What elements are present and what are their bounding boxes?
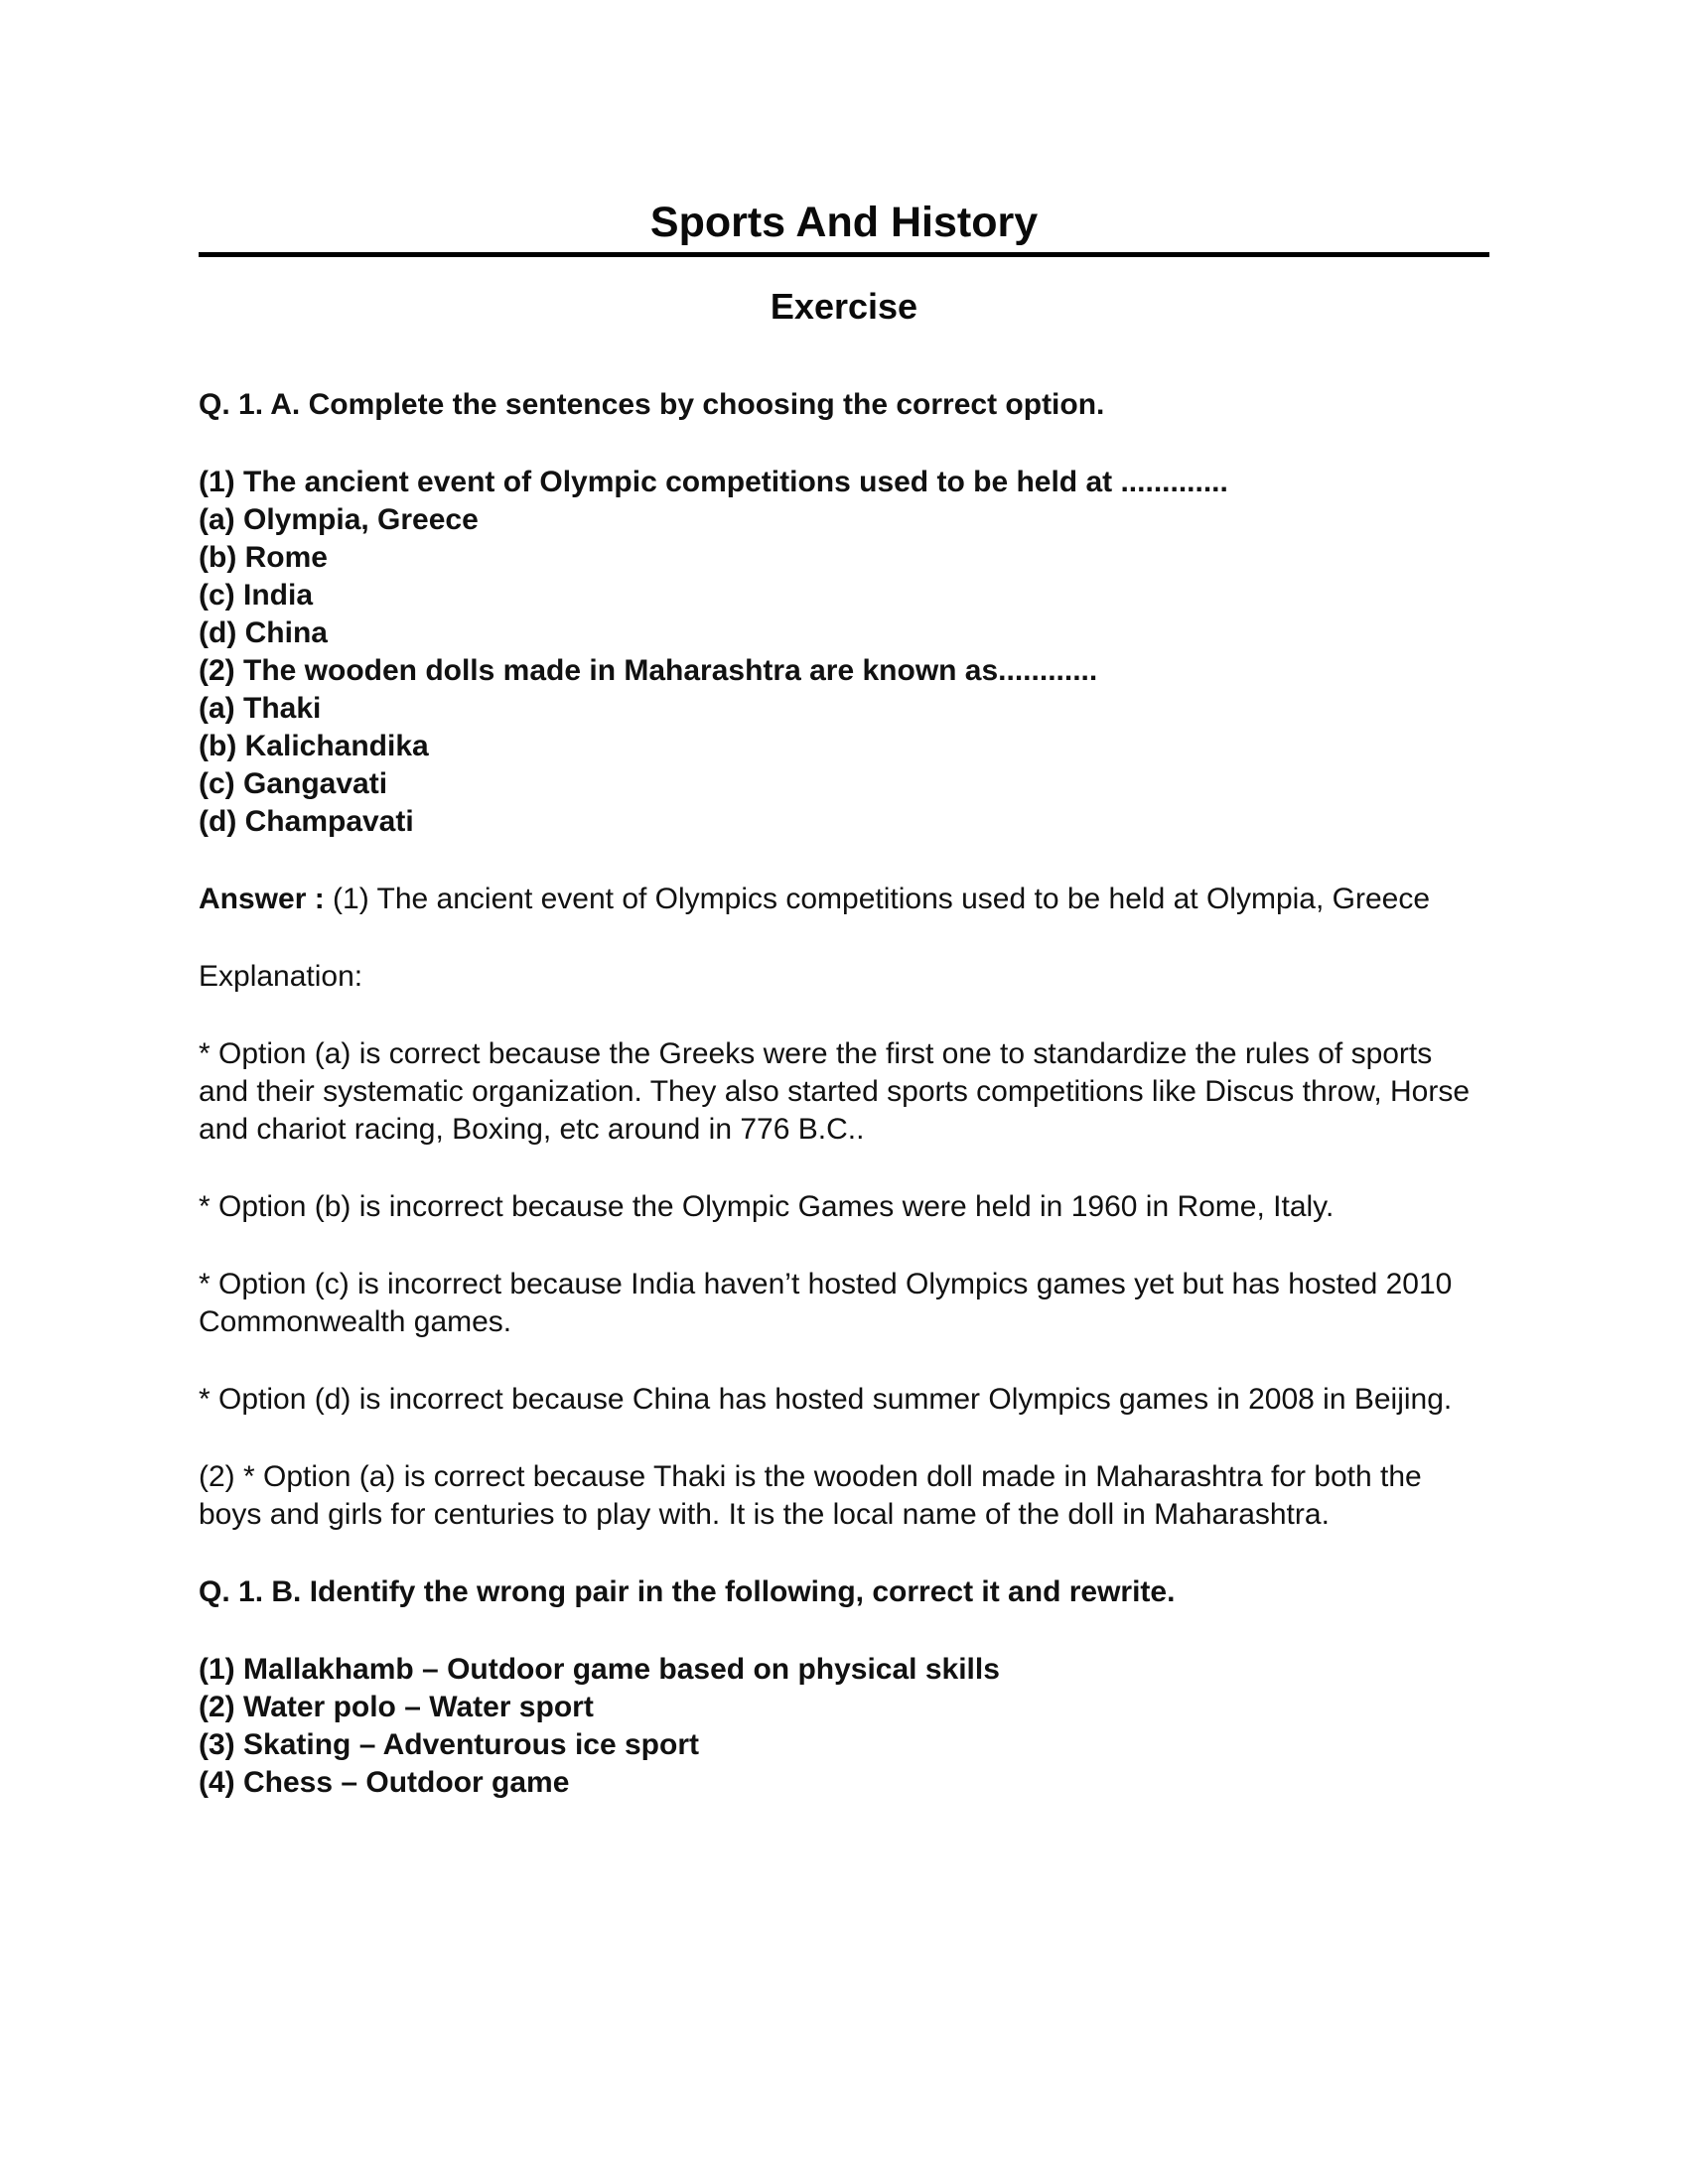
option-line: (c) Gangavati: [199, 767, 388, 800]
explanation-q2-option-a: (2) * Option (a) is correct because Thaki is the wooden doll made in Maharashtra for both the boys and girls for centuries to play with. It is the local name of the doll in Maharashtra.: [199, 1460, 1422, 1531]
document-header: [199, 199, 1489, 257]
pair-line: (3) Skating – Adventurous ice sport: [199, 1728, 699, 1761]
option-line: (d) China: [199, 616, 328, 649]
q1b-heading: Q. 1. B. Identify the wrong pair in the following, correct it and rewrite.: [199, 1575, 1176, 1608]
option-line: (c) India: [199, 579, 314, 612]
q1b-pair-block: [199, 1651, 1489, 1802]
pair-line: (4) Chess – Outdoor game: [199, 1766, 570, 1799]
exercise-heading: Exercise: [770, 286, 918, 327]
question-line: (1) The ancient event of Olympic competitions used to be held at .............: [199, 466, 1228, 498]
page-title: Sports And History: [649, 199, 1039, 246]
explanation-option-a: * Option (a) is correct because the Greeks were the first one to standardize the rules of sports and their systematic organization. They also started sports competitions like Discus throw, Horse and chariot racing, Boxing, etc around in 776 B.C..: [199, 1037, 1471, 1146]
answer-label: Answer :: [199, 883, 325, 915]
option-line: (a) Olympia, Greece: [199, 503, 479, 536]
pair-line: (2) Water polo – Water sport: [199, 1691, 594, 1723]
question-line: (2) The wooden dolls made in Maharashtra are known as............: [199, 654, 1098, 687]
explanation-option-c: * Option (c) is incorrect because India haven’t hosted Olympics games yet but has hosted 2010 Commonwealth games.: [199, 1268, 1453, 1338]
answer-text: (1) The ancient event of Olympics competitions used to be held at Olympia, Greece: [333, 883, 1431, 915]
explanation-option-b: * Option (b) is incorrect because the Olympic Games were held in 1960 in Rome, Italy.: [199, 1190, 1335, 1223]
pair-line: (1) Mallakhamb – Outdoor game based on physical skills: [199, 1653, 1000, 1686]
q1a-question-block: [199, 464, 1489, 841]
option-line: (b) Rome: [199, 541, 328, 574]
option-line: (d) Champavati: [199, 805, 414, 838]
answer-paragraph: [199, 881, 1489, 918]
explanation-option-d: * Option (d) is incorrect because China has hosted summer Olympics games in 2008 in Beijing.: [199, 1383, 1453, 1416]
option-line: (b) Kalichandika: [199, 730, 429, 762]
q1a-heading: Q. 1. A. Complete the sentences by choosing the correct option.: [199, 388, 1105, 421]
option-line: (a) Thaki: [199, 692, 322, 725]
explanation-label: Explanation:: [199, 960, 363, 993]
